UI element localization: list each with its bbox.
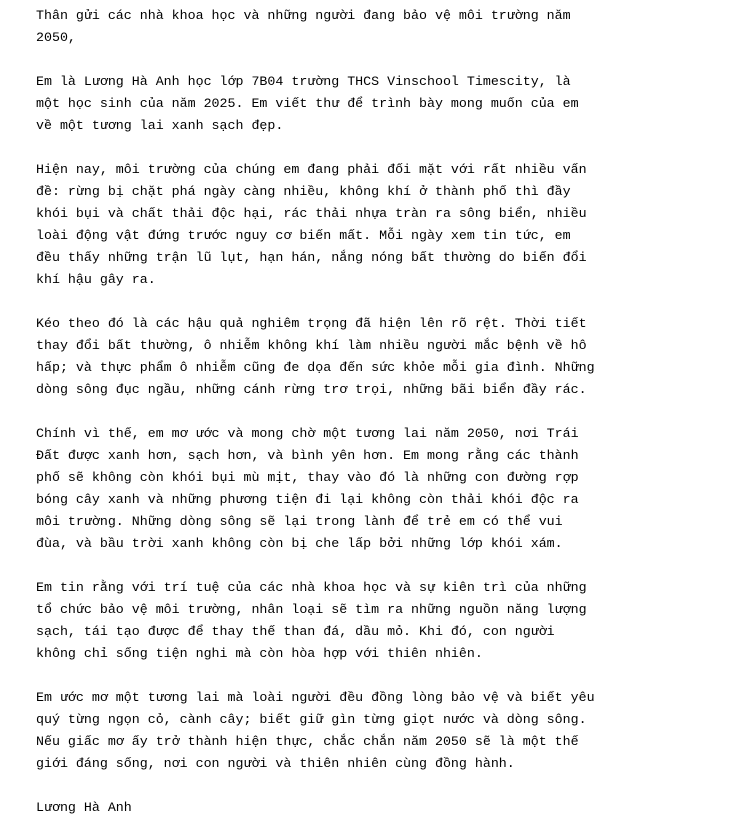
- text-line: Hiện nay, môi trường của chúng em đang phải đối mặt với rất nhiều vấn: [36, 162, 587, 177]
- letter-document: [36, 5, 706, 819]
- paragraph-closing-wish: [36, 687, 706, 775]
- text-line: khói bụi và chất thải độc hại, rác thải nhựa tràn ra sông biển, nhiều: [36, 206, 587, 221]
- text-line: Em ước mơ một tương lai mà loài người đều đồng lòng bảo vệ và biết yêu: [36, 690, 595, 705]
- text-line: Đất được xanh hơn, sạch hơn, và bình yên hơn. Em mong rằng các thành: [36, 448, 579, 463]
- paragraph-consequences: [36, 313, 706, 401]
- text-line: phố sẽ không còn khói bụi mù mịt, thay vào đó là những con đường rợp: [36, 470, 579, 485]
- text-line: Em là Lương Hà Anh học lớp 7B04 trường THCS Vinschool Timescity, là: [36, 74, 571, 89]
- text-line: môi trường. Những dòng sông sẽ lại trong lành để trẻ em có thể vui: [36, 514, 563, 529]
- text-line: một học sinh của năm 2025. Em viết thư để trình bày mong muốn của em: [36, 96, 579, 111]
- text-line: bóng cây xanh và những phương tiện đi lại không còn thải khói độc ra: [36, 492, 579, 507]
- text-line: về một tương lai xanh sạch đẹp.: [36, 118, 284, 133]
- text-line: quý từng ngọn cỏ, cành cây; biết giữ gìn từng giọt nước và dòng sông.: [36, 712, 587, 727]
- text-line: loài động vật đứng trước nguy cơ biến mất. Mỗi ngày xem tin tức, em: [36, 228, 571, 243]
- letter-greeting: [36, 5, 706, 49]
- text-line: tổ chức bảo vệ môi trường, nhân loại sẽ tìm ra những nguồn năng lượng: [36, 602, 587, 617]
- paragraph-belief-in-science: [36, 577, 706, 665]
- paragraph-introduction: [36, 71, 706, 137]
- paragraph-current-problems: [36, 159, 706, 291]
- text-line: Kéo theo đó là các hậu quả nghiêm trọng đã hiện lên rõ rệt. Thời tiết: [36, 316, 587, 331]
- text-line: đề: rừng bị chặt phá ngày càng nhiều, không khí ở thành phố thì đầy: [36, 184, 571, 199]
- text-line: thay đổi bất thường, ô nhiễm không khí làm nhiều người mắc bệnh về hô: [36, 338, 587, 353]
- greeting-line: 2050,: [36, 30, 76, 45]
- text-line: Em tin rằng với trí tuệ của các nhà khoa học và sự kiên trì của những: [36, 580, 587, 595]
- text-line: giới đáng sống, nơi con người và thiên nhiên cùng đồng hành.: [36, 756, 515, 771]
- text-line: sạch, tái tạo được để thay thế than đá, dầu mỏ. Khi đó, con người: [36, 624, 555, 639]
- text-line: dòng sông đục ngầu, những cánh rừng trơ trọi, những bãi biển đầy rác.: [36, 382, 587, 397]
- text-line: Nếu giấc mơ ấy trở thành hiện thực, chắc chắn năm 2050 sẽ là một thế: [36, 734, 579, 749]
- text-line: đều thấy những trận lũ lụt, hạn hán, nắng nóng bất thường do biến đổi: [36, 250, 587, 265]
- paragraph-hopes-2050: [36, 423, 706, 555]
- text-line: không chỉ sống tiện nghi mà còn hòa hợp với thiên nhiên.: [36, 646, 483, 661]
- text-line: Chính vì thế, em mơ ước và mong chờ một tương lai năm 2050, nơi Trái: [36, 426, 579, 441]
- text-line: khí hậu gây ra.: [36, 272, 156, 287]
- text-line: hấp; và thực phẩm ô nhiễm cũng đe dọa đến sức khỏe mỗi gia đình. Những: [36, 360, 595, 375]
- signature-name: Lương Hà Anh: [36, 800, 132, 815]
- greeting-line: Thân gửi các nhà khoa học và những người đang bảo vệ môi trường năm: [36, 8, 571, 23]
- text-line: đùa, và bầu trời xanh không còn bị che lấp bởi những lớp khói xám.: [36, 536, 563, 551]
- letter-signature-block: [36, 797, 706, 819]
